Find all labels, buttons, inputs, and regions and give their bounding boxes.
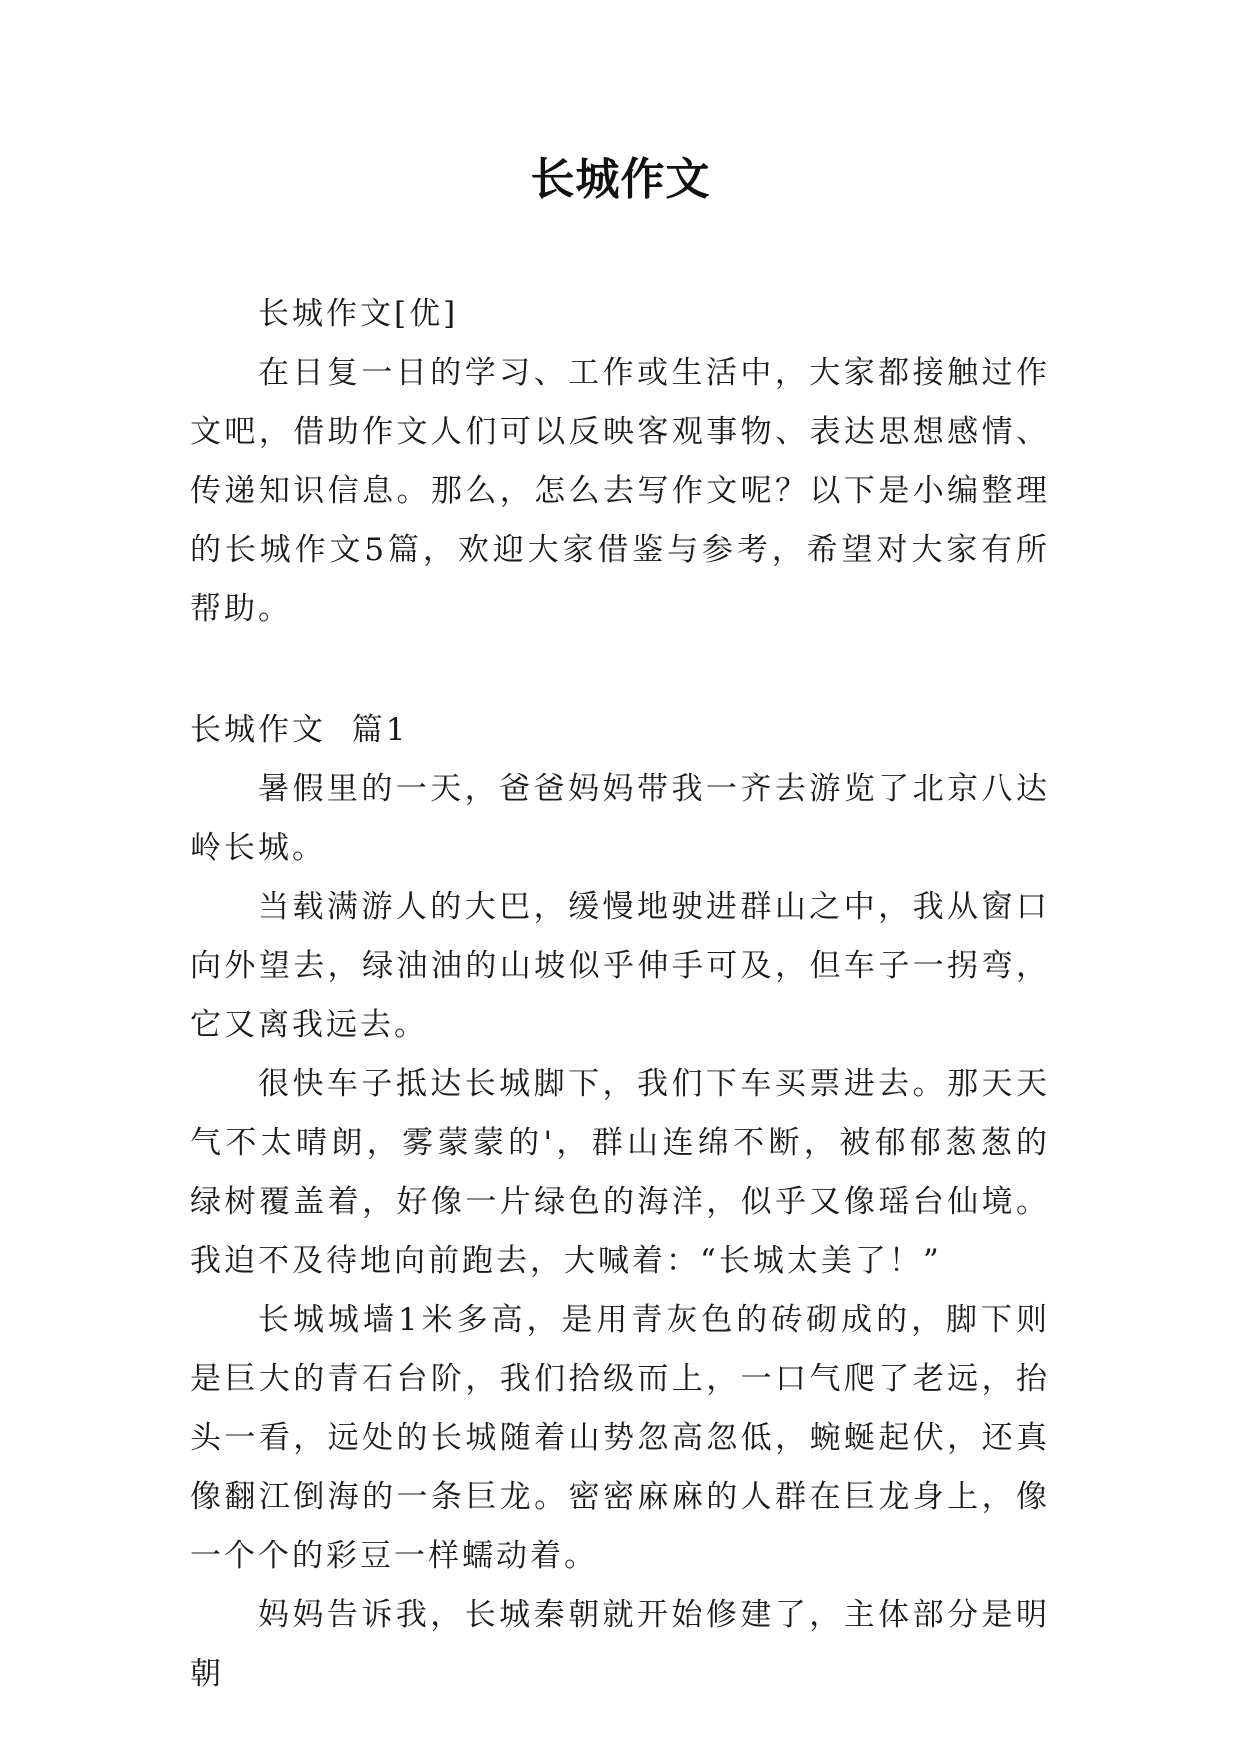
- intro-paragraph: 在日复一日的学习、工作或生活中，大家都接触过作文吧，借助作文人们可以反映客观事物、表达思想感情、传递知识信息。那么，怎么去写作文呢？以下是小编整理的长城作文5篇，欢迎大家借鉴与参考，希望对大家有所帮助。: [190, 355, 1050, 627]
- body-paragraph: 暑假里的一天，爸爸妈妈带我一齐去游览了北京八达岭长城。: [190, 771, 1050, 866]
- document-body: [190, 285, 1050, 1704]
- body-paragraph: 妈妈告诉我，长城秦朝就开始修建了，主体部分是明朝: [190, 1597, 1050, 1692]
- body-paragraph: 当载满游人的大巴，缓慢地驶进群山之中，我从窗口向外望去，绿油油的山坡似乎伸手可及，但车子一拐弯，它又离我远去。: [190, 889, 1050, 1043]
- document-title: 长城作文: [530, 154, 711, 205]
- section-spacer: [190, 639, 1050, 701]
- section-heading: 长城作文 篇1: [190, 712, 409, 748]
- body-paragraph: 很快车子抵达长城脚下，我们下车买票进去。那天天气不太晴朗，雾蒙蒙的'，群山连绵不断，被郁郁葱葱的绿树覆盖着，好像一片绿色的海洋，似乎又像瑶台仙境。我迫不及待地向前跑去，大喊着：“长城太美了！”: [190, 1066, 1050, 1279]
- document-subtitle: 长城作文[优]: [258, 296, 459, 332]
- body-paragraph: 长城城墙1米多高，是用青灰色的砖砌成的，脚下则是巨大的青石台阶，我们拾级而上，一口气爬了老远，抬头一看，远处的长城随着山势忽高忽低，蜿蜒起伏，还真像翻江倒海的一条巨龙。密密麻麻的人群在巨龙身上，像一个个的彩豆一样蠕动着。: [190, 1302, 1050, 1574]
